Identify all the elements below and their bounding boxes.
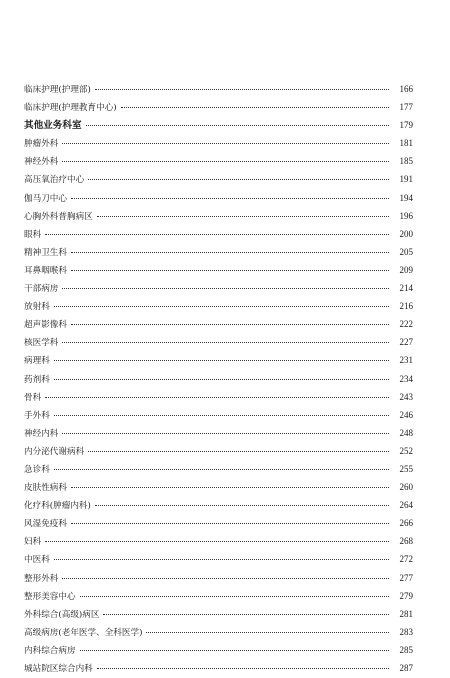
- dot-leader: [146, 632, 389, 633]
- dot-leader: [121, 107, 389, 108]
- table-of-contents: [24, 80, 413, 677]
- toc-entry-title: 肿瘤外科: [24, 139, 59, 150]
- toc-entry[interactable]: [24, 370, 413, 388]
- dot-leader: [45, 541, 389, 542]
- toc-entry-page-number: 179: [399, 120, 413, 131]
- toc-entry[interactable]: [24, 442, 413, 460]
- toc-entry-title: 妇科: [24, 537, 42, 548]
- toc-entry-page-number: 216: [399, 301, 413, 312]
- toc-entry[interactable]: [24, 623, 413, 641]
- dot-leader: [103, 614, 389, 615]
- dot-leader: [45, 397, 389, 398]
- dot-leader: [45, 234, 389, 235]
- toc-entry-page-number: 268: [399, 536, 413, 547]
- toc-entry-page-number: 283: [399, 626, 413, 637]
- toc-entry[interactable]: [24, 315, 413, 333]
- toc-entry-page-number: 272: [399, 554, 413, 565]
- toc-entry-title: 内科综合病房: [24, 645, 76, 656]
- toc-entry[interactable]: [24, 514, 413, 532]
- toc-entry[interactable]: [24, 333, 413, 351]
- toc-entry[interactable]: [24, 98, 413, 116]
- toc-entry-page-number: 231: [399, 355, 413, 366]
- toc-entry[interactable]: [24, 478, 413, 496]
- toc-entry-title: 干部病房: [24, 284, 59, 295]
- dot-leader: [71, 324, 389, 325]
- dot-leader: [97, 216, 389, 217]
- dot-leader: [62, 161, 389, 162]
- toc-section-heading[interactable]: [24, 116, 413, 134]
- toc-entry[interactable]: [24, 460, 413, 478]
- toc-entry-title: 心胸外科普胸病区: [24, 211, 93, 222]
- toc-entry-title: 中医科: [24, 555, 50, 566]
- toc-entry-page-number: 222: [399, 319, 413, 330]
- dot-leader: [54, 415, 389, 416]
- toc-entry-page-number: 214: [399, 283, 413, 294]
- dot-leader: [62, 288, 389, 289]
- toc-entry[interactable]: [24, 134, 413, 152]
- dot-leader: [54, 379, 389, 380]
- toc-entry[interactable]: [24, 152, 413, 170]
- dot-leader: [88, 179, 389, 180]
- dot-leader: [97, 668, 389, 669]
- toc-entry[interactable]: [24, 80, 413, 98]
- toc-entry-page-number: 252: [399, 445, 413, 456]
- toc-entry[interactable]: [24, 532, 413, 550]
- dot-leader: [95, 89, 389, 90]
- toc-entry[interactable]: [24, 225, 413, 243]
- toc-entry-page-number: 185: [399, 156, 413, 167]
- toc-entry-page-number: 200: [399, 228, 413, 239]
- toc-entry-page-number: 281: [399, 608, 413, 619]
- toc-entry-title: 风湿免疫科: [24, 519, 67, 530]
- toc-entry[interactable]: [24, 297, 413, 315]
- toc-entry[interactable]: [24, 641, 413, 659]
- toc-entry[interactable]: [24, 279, 413, 297]
- dot-leader: [80, 650, 389, 651]
- toc-entry-title: 耳鼻咽喉科: [24, 265, 67, 276]
- toc-entry-page-number: 264: [399, 500, 413, 511]
- toc-entry-title: 高级病房(老年医学、全科医学): [24, 627, 143, 638]
- toc-entry[interactable]: [24, 189, 413, 207]
- toc-entry-title: 整形美容中心: [24, 591, 76, 602]
- dot-leader: [71, 270, 389, 271]
- toc-entry-title: 化疗科(肿瘤内科): [24, 501, 91, 512]
- dot-leader: [62, 578, 389, 579]
- dot-leader: [54, 559, 389, 560]
- toc-entry-title: 神经外科: [24, 157, 59, 168]
- toc-entry-title: 临床护理(护理教育中心): [24, 103, 117, 114]
- toc-entry-title: 城站院区综合内科: [24, 664, 93, 674]
- toc-entry-page-number: 246: [399, 409, 413, 420]
- toc-entry-page-number: 243: [399, 391, 413, 402]
- toc-entry-title: 眼科: [24, 229, 42, 240]
- toc-entry-page-number: 196: [399, 210, 413, 221]
- dot-leader: [71, 252, 389, 253]
- toc-entry-page-number: 177: [399, 102, 413, 113]
- toc-entry[interactable]: [24, 170, 413, 188]
- dot-leader: [95, 505, 389, 506]
- dot-leader: [71, 487, 389, 488]
- dot-leader: [62, 143, 389, 144]
- toc-entry-title: 其他业务科室: [24, 120, 82, 132]
- toc-entry-page-number: 260: [399, 482, 413, 493]
- toc-entry-title: 病理科: [24, 356, 50, 367]
- dot-leader: [71, 198, 389, 199]
- toc-entry[interactable]: [24, 550, 413, 568]
- toc-entry[interactable]: [24, 605, 413, 623]
- toc-entry-page-number: 279: [399, 590, 413, 601]
- toc-entry-page-number: 255: [399, 463, 413, 474]
- toc-entry-page-number: 181: [399, 138, 413, 149]
- dot-leader: [71, 523, 389, 524]
- dot-leader: [54, 469, 389, 470]
- toc-entry-page-number: 266: [399, 518, 413, 529]
- toc-entry-title: 高压氧治疗中心: [24, 175, 85, 186]
- toc-entry-page-number: 166: [399, 84, 413, 94]
- toc-entry-title: 神经内科: [24, 428, 59, 439]
- toc-entry-page-number: 234: [399, 373, 413, 384]
- toc-entry[interactable]: [24, 388, 413, 406]
- toc-entry-title: 骨科: [24, 392, 42, 403]
- toc-entry[interactable]: [24, 587, 413, 605]
- dot-leader: [62, 433, 389, 434]
- toc-entry-title: 超声影像科: [24, 320, 67, 331]
- dot-leader: [86, 125, 389, 126]
- toc-entry-title: 伽马刀中心: [24, 193, 67, 204]
- toc-entry[interactable]: [24, 351, 413, 369]
- toc-entry-page-number: 285: [399, 644, 413, 655]
- toc-entry[interactable]: [24, 659, 413, 677]
- toc-entry[interactable]: [24, 207, 413, 225]
- dot-leader: [54, 360, 389, 361]
- toc-entry-title: 内分泌代谢病科: [24, 446, 85, 457]
- dot-leader: [54, 306, 389, 307]
- toc-entry-page-number: 205: [399, 246, 413, 257]
- toc-entry-title: 手外科: [24, 410, 50, 421]
- dot-leader: [62, 342, 389, 343]
- toc-entry-title: 临床护理(护理部): [24, 85, 91, 95]
- toc-entry-title: 放射科: [24, 302, 50, 313]
- toc-entry-title: 药剂科: [24, 374, 50, 385]
- toc-entry-page-number: 191: [399, 174, 413, 185]
- toc-entry-title: 急诊科: [24, 464, 50, 475]
- toc-entry[interactable]: [24, 569, 413, 587]
- toc-entry-page-number: 287: [399, 663, 413, 673]
- toc-entry[interactable]: [24, 496, 413, 514]
- toc-entry[interactable]: [24, 406, 413, 424]
- toc-entry[interactable]: [24, 261, 413, 279]
- toc-entry-title: 核医学科: [24, 338, 59, 349]
- toc-entry-page-number: 248: [399, 427, 413, 438]
- toc-entry-page-number: 194: [399, 192, 413, 203]
- toc-entry-title: 皮肤性病科: [24, 483, 67, 494]
- toc-entry-page-number: 277: [399, 572, 413, 583]
- dot-leader: [80, 596, 389, 597]
- toc-entry[interactable]: [24, 424, 413, 442]
- toc-entry-title: 精神卫生科: [24, 247, 67, 258]
- toc-entry-title: 外科综合(高级)病区: [24, 609, 100, 620]
- toc-entry-title: 整形外科: [24, 573, 59, 584]
- toc-entry-page-number: 227: [399, 337, 413, 348]
- toc-entry[interactable]: [24, 243, 413, 261]
- toc-entry-page-number: 209: [399, 264, 413, 275]
- dot-leader: [88, 451, 389, 452]
